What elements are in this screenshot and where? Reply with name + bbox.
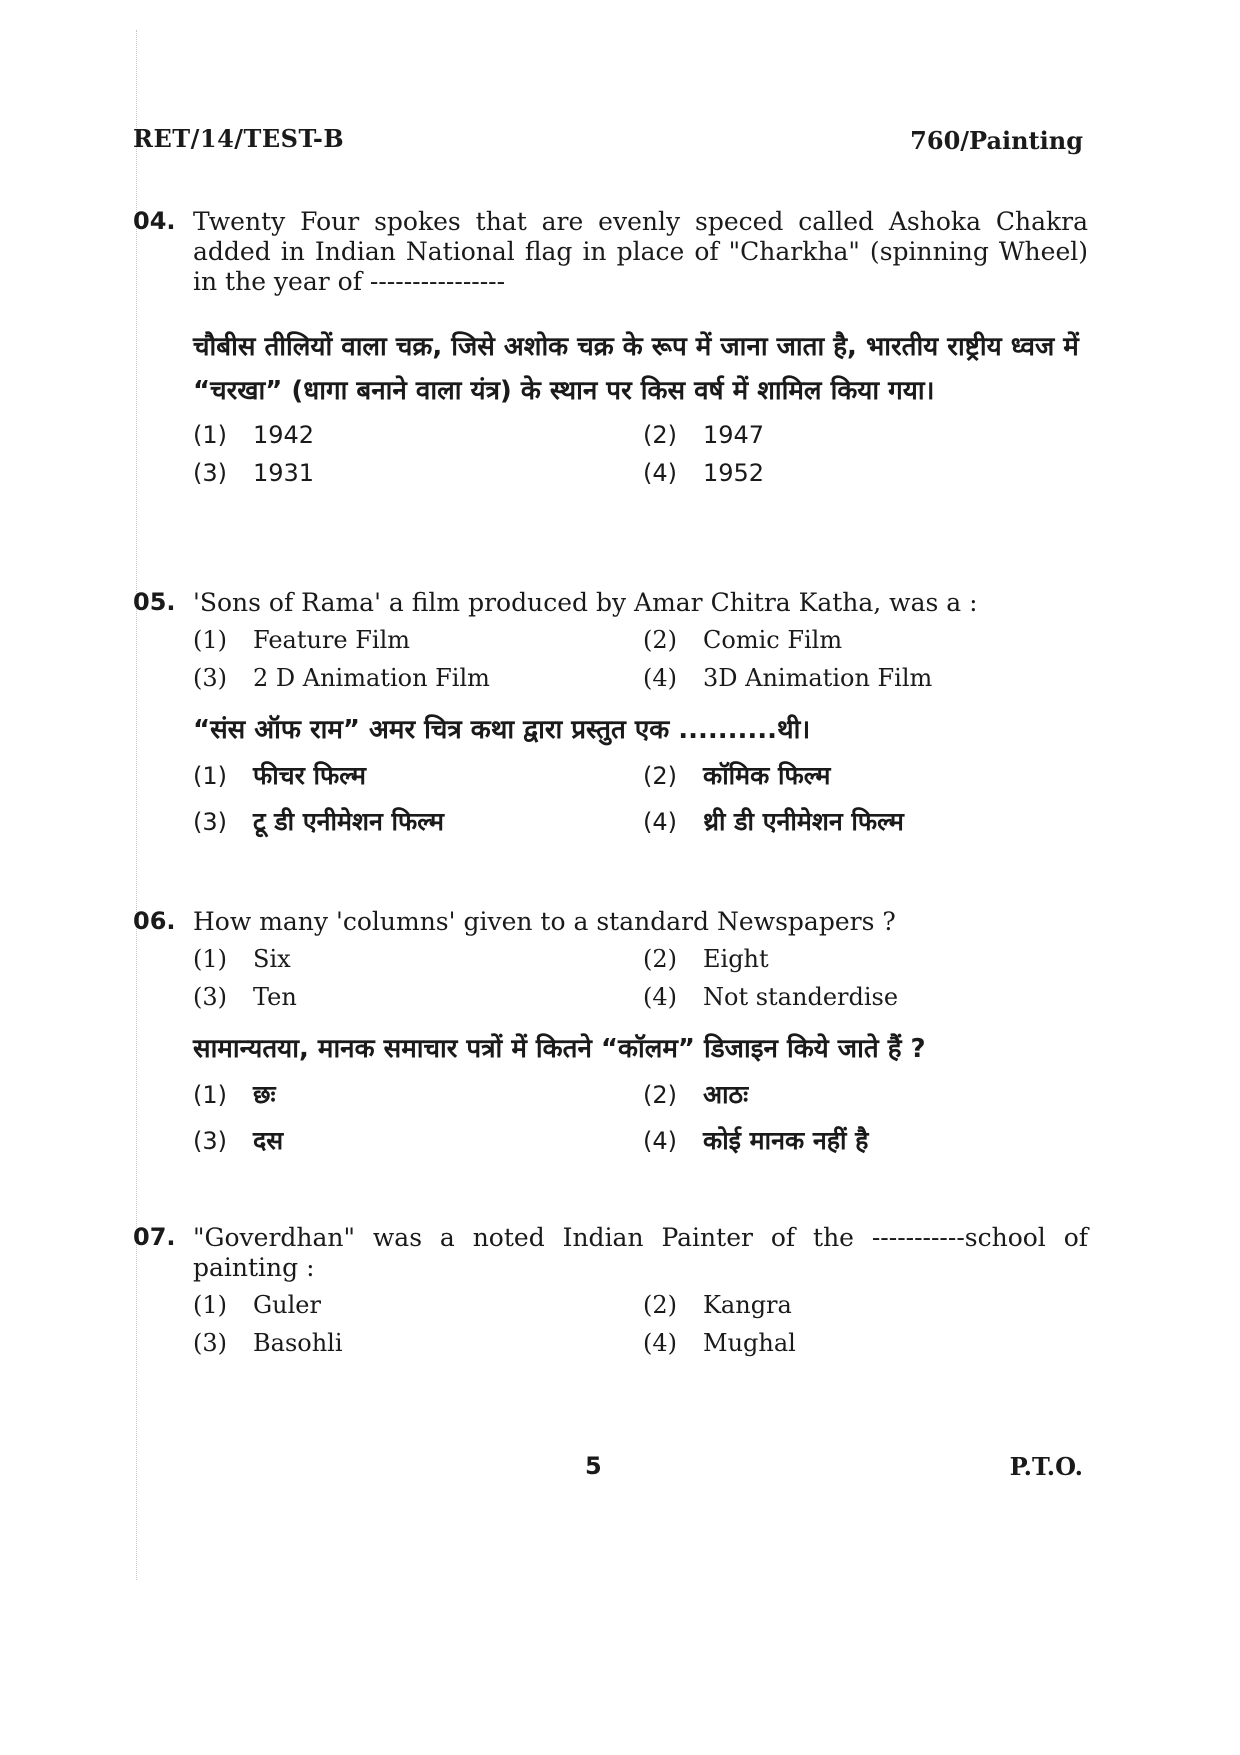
option-2: (2) Eight — [643, 945, 769, 973]
hindi-options-grid — [193, 760, 1088, 838]
question-text-hindi: “संस ऑफ राम” अमर चित्र कथा द्वारा प्रस्तुत एक ..........थी। — [193, 715, 811, 745]
question-04 — [133, 207, 1088, 489]
option-3: (3) Basohli — [193, 1329, 343, 1357]
option-2: (2) Comic Film — [643, 626, 843, 654]
hindi-option-2: (2) कॉमिक फिल्म — [643, 761, 831, 790]
option-1: (1) Feature Film — [193, 626, 411, 654]
option-4: (4) 3D Animation Film — [643, 664, 933, 692]
question-number: 05. — [133, 588, 176, 616]
hindi-option-2: (2) आठः — [643, 1080, 749, 1109]
question-07 — [133, 1223, 1088, 1359]
hindi-option-4: (4) थ्री डी एनीमेशन फिल्म — [643, 807, 904, 836]
hindi-option-3: (3) दस — [193, 1126, 284, 1155]
question-text-english: 'Sons of Rama' a film produced by Amar Chitra Katha, was a : — [193, 588, 978, 617]
question-number: 07. — [133, 1223, 176, 1251]
option-1: (1) 1942 — [193, 421, 315, 449]
option-1: (1) Guler — [193, 1291, 321, 1319]
page-number: 5 — [585, 1452, 602, 1480]
option-2: (2) Kangra — [643, 1291, 792, 1319]
option-4: (4) Mughal — [643, 1329, 796, 1357]
options-grid — [193, 1289, 1088, 1359]
question-text-english: How many 'columns' given to a standard Newspapers ? — [193, 907, 896, 936]
subject-code: 760/Painting — [910, 126, 1083, 155]
option-4: (4) Not standerdise — [643, 983, 899, 1011]
question-text-hindi: चौबीस तीलियों वाला चक्र, जिसे अशोक चक्र के रूप में जाना जाता है, भारतीय राष्ट्रीय ध्वज में “चरखा” (धागा बनाने वाला यंत्र) के स्थान पर किस वर्ष में शामिल किया गया। — [193, 332, 1079, 406]
hindi-option-4: (4) कोई मानक नहीं है — [643, 1126, 869, 1155]
hindi-options-grid — [193, 1079, 1088, 1157]
question-05 — [133, 588, 1088, 838]
option-1: (1) Six — [193, 945, 291, 973]
option-4: (4) 1952 — [643, 459, 765, 487]
question-number: 06. — [133, 907, 176, 935]
options-grid — [193, 419, 1088, 489]
option-2: (2) 1947 — [643, 421, 765, 449]
please-turn-over: P.T.O. — [1009, 1452, 1083, 1481]
hindi-option-1: (1) फीचर फिल्म — [193, 761, 367, 790]
question-text-english: "Goverdhan" was a noted Indian Painter of the -----------school of painting : — [193, 1223, 1088, 1282]
option-3: (3) 2 D Animation Film — [193, 664, 490, 692]
options-grid — [193, 943, 1088, 1013]
hindi-option-3: (3) टू डी एनीमेशन फिल्म — [193, 807, 445, 836]
option-3: (3) Ten — [193, 983, 297, 1011]
option-3: (3) 1931 — [193, 459, 315, 487]
question-06 — [133, 907, 1088, 1157]
question-text-english: Twenty Four spokes that are evenly speced called Ashoka Chakra added in Indian National flag in place of "Charkha" (spinning Wheel) in the year of ---------------- — [193, 207, 1088, 296]
question-number: 04. — [133, 207, 176, 235]
options-grid — [193, 624, 1088, 694]
test-code: RET/14/TEST-B — [133, 124, 345, 153]
question-text-hindi: सामान्यतया, मानक समाचार पत्रों में कितने “कॉलम” डिजाइन किये जाते हैं ? — [193, 1034, 926, 1064]
hindi-option-1: (1) छः — [193, 1080, 276, 1109]
